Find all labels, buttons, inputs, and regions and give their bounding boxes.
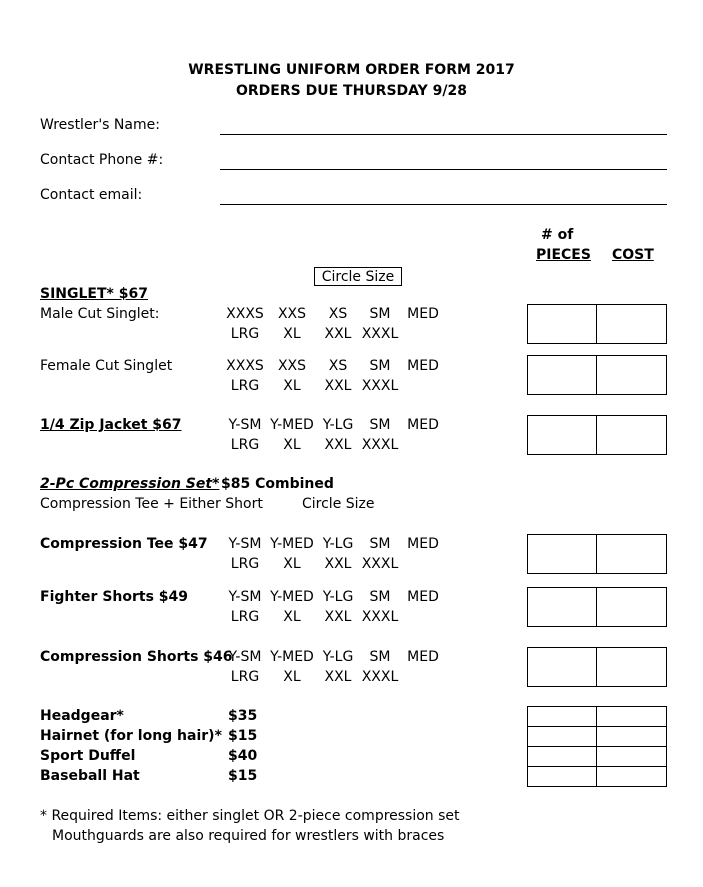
size-option-female-singlet[interactable]: SM bbox=[369, 358, 391, 374]
accessory-cost-cell[interactable] bbox=[596, 766, 667, 787]
size-option-male-singlet[interactable]: XXS bbox=[277, 306, 307, 322]
cost-box-female-singlet[interactable] bbox=[596, 355, 667, 395]
singlet-heading: SINGLET* $67 bbox=[40, 286, 148, 302]
size-option-compression-tee[interactable]: MED bbox=[407, 536, 439, 552]
accessory-name: Baseball Hat bbox=[40, 768, 140, 784]
contact-email-label: Contact email: bbox=[40, 187, 143, 203]
size-option-female-singlet[interactable]: XL bbox=[283, 378, 301, 394]
size-option-fighter-shorts[interactable]: XL bbox=[283, 609, 301, 625]
accessory-name: Sport Duffel bbox=[40, 748, 136, 764]
contact-phone-label: Contact Phone #: bbox=[40, 152, 164, 168]
form-subtitle: ORDERS DUE THURSDAY 9/28 bbox=[236, 83, 467, 99]
num-of-header: # of bbox=[541, 227, 574, 243]
size-option-compression-tee[interactable]: XXL bbox=[324, 556, 352, 572]
compression-set-circle-size: Circle Size bbox=[302, 496, 375, 512]
accessory-price: $15 bbox=[228, 728, 258, 744]
accessory-cost-cell[interactable] bbox=[596, 746, 667, 767]
form-title: WRESTLING UNIFORM ORDER FORM 2017 bbox=[188, 62, 515, 78]
wrestler-name-field[interactable] bbox=[220, 134, 667, 135]
footnote-mouthguards: Mouthguards are also required for wrestlers with braces bbox=[52, 828, 445, 844]
accessory-price: $15 bbox=[228, 768, 258, 784]
size-option-compression-tee[interactable]: LRG bbox=[230, 556, 260, 572]
size-option-jacket[interactable]: Y-LG bbox=[322, 417, 354, 433]
size-option-female-singlet[interactable]: XXL bbox=[324, 378, 352, 394]
pieces-box-fighter-shorts[interactable] bbox=[527, 587, 597, 627]
size-option-fighter-shorts[interactable]: XXXL bbox=[361, 609, 399, 625]
size-option-male-singlet[interactable]: XXXL bbox=[361, 326, 399, 342]
size-option-compression-shorts[interactable]: LRG bbox=[230, 669, 260, 685]
size-option-jacket[interactable]: XXXL bbox=[361, 437, 399, 453]
size-option-jacket[interactable]: XXL bbox=[324, 437, 352, 453]
pieces-box-male-singlet[interactable] bbox=[527, 304, 597, 344]
cost-box-jacket[interactable] bbox=[596, 415, 667, 455]
size-option-jacket[interactable]: SM bbox=[369, 417, 391, 433]
size-option-fighter-shorts[interactable]: LRG bbox=[230, 609, 260, 625]
contact-phone-field[interactable] bbox=[220, 169, 667, 170]
size-option-jacket[interactable]: LRG bbox=[230, 437, 260, 453]
size-option-compression-shorts[interactable]: Y-SM bbox=[228, 649, 262, 665]
jacket-label: 1/4 Zip Jacket $67 bbox=[40, 417, 182, 433]
size-option-male-singlet[interactable]: XXL bbox=[324, 326, 352, 342]
size-option-male-singlet[interactable]: XL bbox=[283, 326, 301, 342]
accessory-pieces-cell[interactable] bbox=[527, 766, 597, 787]
pieces-box-jacket[interactable] bbox=[527, 415, 597, 455]
accessory-cost-cell[interactable] bbox=[596, 726, 667, 747]
circle-size-box: Circle Size bbox=[314, 267, 402, 286]
size-option-fighter-shorts[interactable]: XXL bbox=[324, 609, 352, 625]
accessory-name: Hairnet (for long hair)* bbox=[40, 728, 222, 744]
size-option-female-singlet[interactable]: XXXS bbox=[226, 358, 264, 374]
size-option-male-singlet[interactable]: LRG bbox=[230, 326, 260, 342]
size-option-female-singlet[interactable]: XXXL bbox=[361, 378, 399, 394]
size-option-male-singlet[interactable]: MED bbox=[407, 306, 439, 322]
pieces-box-compression-shorts[interactable] bbox=[527, 647, 597, 687]
pieces-header: PIECES bbox=[536, 247, 591, 263]
size-option-male-singlet[interactable]: SM bbox=[369, 306, 391, 322]
compression-shorts-label: Compression Shorts $46 bbox=[40, 649, 233, 665]
size-option-compression-shorts[interactable]: SM bbox=[369, 649, 391, 665]
female-singlet-label: Female Cut Singlet bbox=[40, 358, 173, 374]
size-option-compression-tee[interactable]: Y-MED bbox=[270, 536, 314, 552]
size-option-fighter-shorts[interactable]: MED bbox=[407, 589, 439, 605]
cost-box-male-singlet[interactable] bbox=[596, 304, 667, 344]
size-option-female-singlet[interactable]: XS bbox=[328, 358, 348, 374]
size-option-compression-tee[interactable]: XL bbox=[283, 556, 301, 572]
size-option-fighter-shorts[interactable]: SM bbox=[369, 589, 391, 605]
compression-tee-label: Compression Tee $47 bbox=[40, 536, 208, 552]
cost-header: COST bbox=[612, 247, 654, 263]
compression-set-heading: 2-Pc Compression Set* bbox=[40, 476, 220, 492]
accessory-pieces-cell[interactable] bbox=[527, 706, 597, 727]
size-option-compression-tee[interactable]: SM bbox=[369, 536, 391, 552]
size-option-male-singlet[interactable]: XXXS bbox=[226, 306, 264, 322]
size-option-jacket[interactable]: Y-MED bbox=[270, 417, 314, 433]
size-option-compression-tee[interactable]: Y-LG bbox=[322, 536, 354, 552]
size-option-male-singlet[interactable]: XS bbox=[328, 306, 348, 322]
size-option-compression-shorts[interactable]: Y-LG bbox=[322, 649, 354, 665]
size-option-compression-shorts[interactable]: MED bbox=[407, 649, 439, 665]
size-option-jacket[interactable]: Y-SM bbox=[228, 417, 262, 433]
fighter-shorts-label: Fighter Shorts $49 bbox=[40, 589, 189, 605]
size-option-compression-tee[interactable]: XXXL bbox=[361, 556, 399, 572]
cost-box-compression-shorts[interactable] bbox=[596, 647, 667, 687]
accessory-pieces-cell[interactable] bbox=[527, 726, 597, 747]
accessory-name: Headgear* bbox=[40, 708, 124, 724]
pieces-box-female-singlet[interactable] bbox=[527, 355, 597, 395]
accessory-price: $40 bbox=[228, 748, 258, 764]
size-option-jacket[interactable]: MED bbox=[407, 417, 439, 433]
size-option-fighter-shorts[interactable]: Y-LG bbox=[322, 589, 354, 605]
male-singlet-label: Male Cut Singlet: bbox=[40, 306, 160, 322]
pieces-box-compression-tee[interactable] bbox=[527, 534, 597, 574]
size-option-female-singlet[interactable]: LRG bbox=[230, 378, 260, 394]
size-option-compression-shorts[interactable]: XL bbox=[283, 669, 301, 685]
size-option-female-singlet[interactable]: XXS bbox=[277, 358, 307, 374]
size-option-fighter-shorts[interactable]: Y-SM bbox=[228, 589, 262, 605]
cost-box-fighter-shorts[interactable] bbox=[596, 587, 667, 627]
cost-box-compression-tee[interactable] bbox=[596, 534, 667, 574]
wrestler-name-label: Wrestler's Name: bbox=[40, 117, 160, 133]
compression-set-price: $85 Combined bbox=[221, 476, 334, 492]
compression-set-desc: Compression Tee + Either Short bbox=[40, 496, 263, 512]
size-option-compression-tee[interactable]: Y-SM bbox=[228, 536, 262, 552]
accessory-pieces-cell[interactable] bbox=[527, 746, 597, 767]
size-option-compression-shorts[interactable]: XXL bbox=[324, 669, 352, 685]
size-option-jacket[interactable]: XL bbox=[283, 437, 301, 453]
size-option-compression-shorts[interactable]: Y-MED bbox=[270, 649, 314, 665]
size-option-compression-shorts[interactable]: XXXL bbox=[361, 669, 399, 685]
footnote-required: * Required Items: either singlet OR 2-piece compression set bbox=[40, 808, 460, 824]
size-option-fighter-shorts[interactable]: Y-MED bbox=[270, 589, 314, 605]
accessory-price: $35 bbox=[228, 708, 258, 724]
contact-email-field[interactable] bbox=[220, 204, 667, 205]
accessory-cost-cell[interactable] bbox=[596, 706, 667, 727]
size-option-female-singlet[interactable]: MED bbox=[407, 358, 439, 374]
